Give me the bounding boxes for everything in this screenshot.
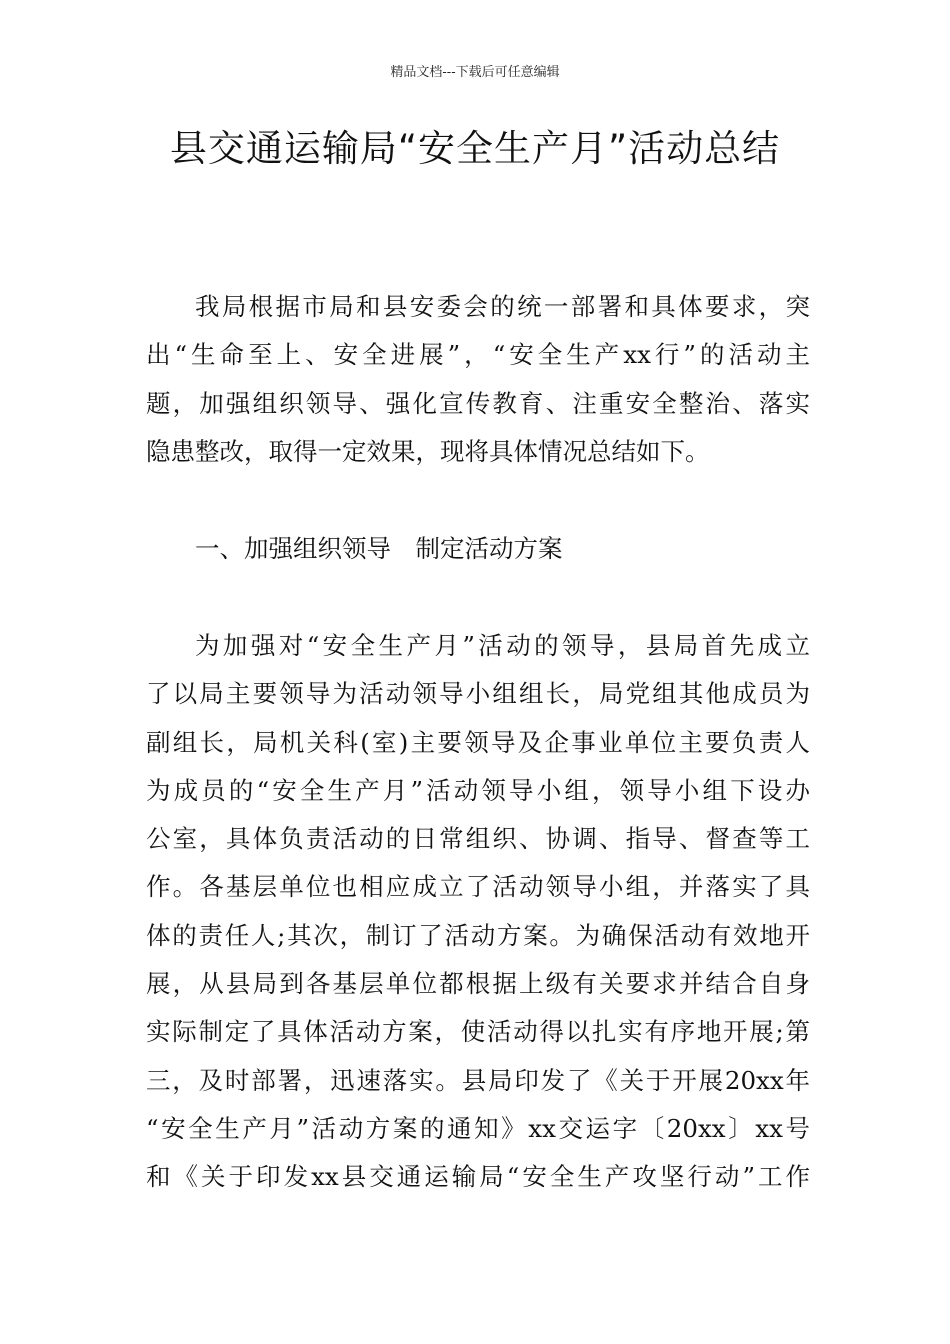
paragraph-line: 和《关于印发xx县交通运输局“安全生产攻坚行动”工作 bbox=[146, 1162, 810, 1192]
paragraph-line: 隐患整改，取得一定效果，现将具体情况总结如下。 bbox=[146, 436, 710, 466]
document-title: 县交通运输局“安全生产月”活动总结 bbox=[169, 127, 781, 170]
paragraph-line: “安全生产月”活动方案的通知》xx交运字〔20xx〕xx号 bbox=[146, 1113, 810, 1143]
paragraph-line: 三，及时部署，迅速落实。县局印发了《关于开展20xx年 bbox=[146, 1065, 810, 1095]
paragraph-line: 体的责任人;其次，制订了活动方案。为确保活动有效地开 bbox=[146, 920, 810, 950]
paragraph-line: 出“生命至上、安全进展”，“安全生产xx行”的活动主 bbox=[146, 340, 810, 370]
paragraph-line: 作。各基层单位也相应成立了活动领导小组，并落实了具 bbox=[146, 872, 810, 902]
paragraph-line: 公室，具体负责活动的日常组织、协调、指导、督查等工 bbox=[146, 824, 810, 854]
section-heading bbox=[146, 525, 810, 573]
paragraph-line: 了以局主要领导为活动领导小组组长，局党组其他成员为 bbox=[146, 679, 810, 709]
section-heading-text: 一、加强组织领导 制定活动方案 bbox=[195, 534, 563, 563]
paragraph-line: 为加强对“安全生产月”活动的领导，县局首先成立 bbox=[195, 631, 810, 660]
paragraph-line: 展，从县局到各基层单位都根据上级有关要求并结合自身 bbox=[146, 969, 810, 999]
section-1-paragraph bbox=[146, 622, 810, 1202]
paragraph-line: 我局根据市局和县安委会的统一部署和具体要求，突 bbox=[195, 292, 810, 321]
paragraph-line: 题，加强组织领导、强化宣传教育、注重安全整治、落实 bbox=[146, 388, 810, 418]
paragraph-line: 为成员的“安全生产月”活动领导小组，领导小组下设办 bbox=[146, 775, 810, 805]
page-header-caption: 精品文档---下载后可任意编辑 bbox=[390, 65, 560, 80]
paragraph-line: 副组长，局机关科(室)主要领导及企事业单位主要负责人 bbox=[146, 727, 810, 757]
intro-paragraph bbox=[146, 283, 810, 476]
paragraph-line: 实际制定了具体活动方案，使活动得以扎实有序地开展;第 bbox=[146, 1017, 810, 1047]
